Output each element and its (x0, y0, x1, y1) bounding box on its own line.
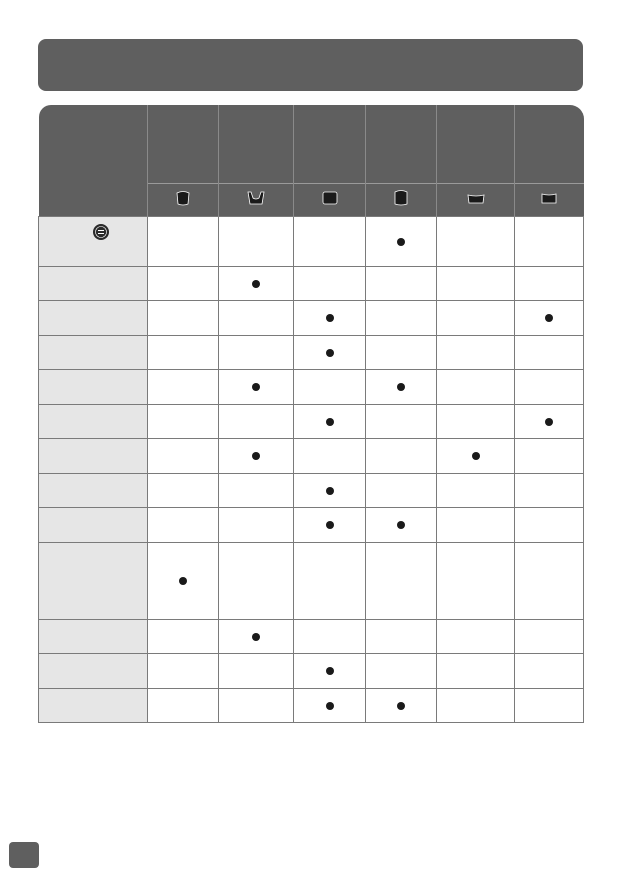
compat-cell (148, 508, 219, 543)
row-label-cell (39, 620, 148, 654)
compat-cell (366, 405, 437, 439)
compat-cell (437, 689, 515, 723)
compat-cell (366, 336, 437, 370)
compat-cell (366, 301, 437, 336)
square-bowl-icon (322, 191, 338, 210)
table-row (39, 336, 584, 370)
compat-cell (148, 217, 219, 267)
compat-cell (437, 543, 515, 620)
compat-cell (294, 689, 366, 723)
compatibility-table (38, 105, 583, 723)
icon-header-cell-4 (366, 184, 437, 217)
compat-cell (148, 689, 219, 723)
v-bowl-icon (247, 191, 265, 210)
compat-cell (294, 620, 366, 654)
table-row (39, 474, 584, 508)
header-row (39, 105, 584, 184)
compat-cell (515, 370, 584, 405)
compat-cell (294, 370, 366, 405)
compat-cell (515, 543, 584, 620)
table-row (39, 620, 584, 654)
table-row (39, 370, 584, 405)
row-label-cell (39, 474, 148, 508)
table-row (39, 508, 584, 543)
table-row (39, 217, 584, 267)
compat-dot (326, 702, 334, 710)
page-number-tab (9, 842, 39, 868)
compat-cell (148, 301, 219, 336)
compat-cell (437, 267, 515, 301)
compat-cell (219, 474, 294, 508)
compat-cell (219, 439, 294, 474)
row-label-cell (39, 439, 148, 474)
compat-cell (294, 267, 366, 301)
compat-cell (515, 217, 584, 267)
compat-cell (148, 543, 219, 620)
compat-cell (148, 654, 219, 689)
compat-cell (366, 474, 437, 508)
compat-cell (515, 689, 584, 723)
icon-header-cell-6 (515, 184, 584, 217)
compat-dot (326, 349, 334, 357)
compat-cell (437, 301, 515, 336)
compat-cell (294, 217, 366, 267)
compat-cell (366, 508, 437, 543)
compat-dot (397, 702, 405, 710)
compat-cell (219, 689, 294, 723)
compat-cell (366, 267, 437, 301)
compat-cell (437, 370, 515, 405)
compat-cell (219, 336, 294, 370)
compat-dot (326, 521, 334, 529)
compat-cell (294, 439, 366, 474)
compat-cell (219, 405, 294, 439)
header-corner-cell (39, 105, 148, 217)
tall-bowl-icon (176, 190, 190, 211)
compat-cell (219, 654, 294, 689)
compat-cell (366, 620, 437, 654)
compat-cell (294, 654, 366, 689)
compat-cell (294, 301, 366, 336)
compat-cell (294, 474, 366, 508)
compat-dot (472, 452, 480, 460)
compat-cell (366, 370, 437, 405)
compat-dot (545, 418, 553, 426)
compat-cell (515, 301, 584, 336)
compat-cell (515, 474, 584, 508)
compat-dot (326, 418, 334, 426)
compat-dot (252, 452, 260, 460)
icon-header-cell-2 (219, 184, 294, 217)
compat-dot (326, 314, 334, 322)
column-header-1 (148, 105, 219, 184)
compat-cell (437, 217, 515, 267)
compat-cell (219, 543, 294, 620)
compat-cell (294, 405, 366, 439)
compat-cell (219, 301, 294, 336)
icon-header-cell-5 (437, 184, 515, 217)
small-square-bowl-icon (541, 191, 557, 209)
compat-dot (252, 280, 260, 288)
compat-cell (294, 336, 366, 370)
compat-dot (326, 487, 334, 495)
compat-cell (148, 439, 219, 474)
compat-cell (219, 217, 294, 267)
compat-cell (437, 508, 515, 543)
compat-cell (437, 405, 515, 439)
compat-cell (148, 620, 219, 654)
table-row (39, 654, 584, 689)
column-header-3 (294, 105, 366, 184)
compat-cell (515, 620, 584, 654)
compat-cell (148, 336, 219, 370)
tall-jar-icon (394, 189, 408, 211)
icon-header-cell-3 (294, 184, 366, 217)
compat-cell (294, 543, 366, 620)
row-label-cell (39, 267, 148, 301)
compat-cell (219, 370, 294, 405)
compat-cell (515, 508, 584, 543)
row-label-cell (39, 370, 148, 405)
compat-cell (515, 654, 584, 689)
compat-cell (219, 508, 294, 543)
compat-cell (294, 508, 366, 543)
compat-cell (219, 620, 294, 654)
compat-cell (515, 439, 584, 474)
column-header-2 (219, 105, 294, 184)
row-label-cell (39, 301, 148, 336)
compat-cell (219, 267, 294, 301)
row-label-cell (39, 405, 148, 439)
compat-dot (179, 577, 187, 585)
compat-dot (545, 314, 553, 322)
table-row (39, 689, 584, 723)
row-label-cell (39, 543, 148, 620)
compat-cell (437, 474, 515, 508)
row-label-cell (39, 217, 148, 267)
row-label-cell (39, 508, 148, 543)
table-row (39, 301, 584, 336)
table-row (39, 405, 584, 439)
title-bar (38, 39, 583, 91)
compat-dot (397, 238, 405, 246)
shallow-bowl-icon (467, 191, 485, 209)
column-header-4 (366, 105, 437, 184)
compat-cell (366, 654, 437, 689)
compat-cell (437, 654, 515, 689)
row-label-cell (39, 654, 148, 689)
compat-cell (437, 336, 515, 370)
compat-cell (515, 405, 584, 439)
icon-header-cell-1 (148, 184, 219, 217)
compat-cell (515, 267, 584, 301)
compat-dot (397, 383, 405, 391)
compat-cell (148, 474, 219, 508)
compat-cell (148, 267, 219, 301)
compat-dot (252, 633, 260, 641)
start-stop-icon (93, 224, 109, 240)
compat-cell (437, 620, 515, 654)
table-row (39, 543, 584, 620)
compat-cell (148, 370, 219, 405)
table-body (39, 217, 584, 723)
compat-dot (326, 667, 334, 675)
row-label-cell (39, 336, 148, 370)
column-header-5 (437, 105, 515, 184)
compat-dot (252, 383, 260, 391)
compat-cell (366, 543, 437, 620)
table-row (39, 439, 584, 474)
compat-dot (397, 521, 405, 529)
compat-cell (515, 336, 584, 370)
compat-cell (148, 405, 219, 439)
row-label-cell (39, 689, 148, 723)
compat-cell (437, 439, 515, 474)
column-header-6 (515, 105, 584, 184)
compat-cell (366, 217, 437, 267)
compat-cell (366, 439, 437, 474)
table-row (39, 267, 584, 301)
compat-cell (366, 689, 437, 723)
